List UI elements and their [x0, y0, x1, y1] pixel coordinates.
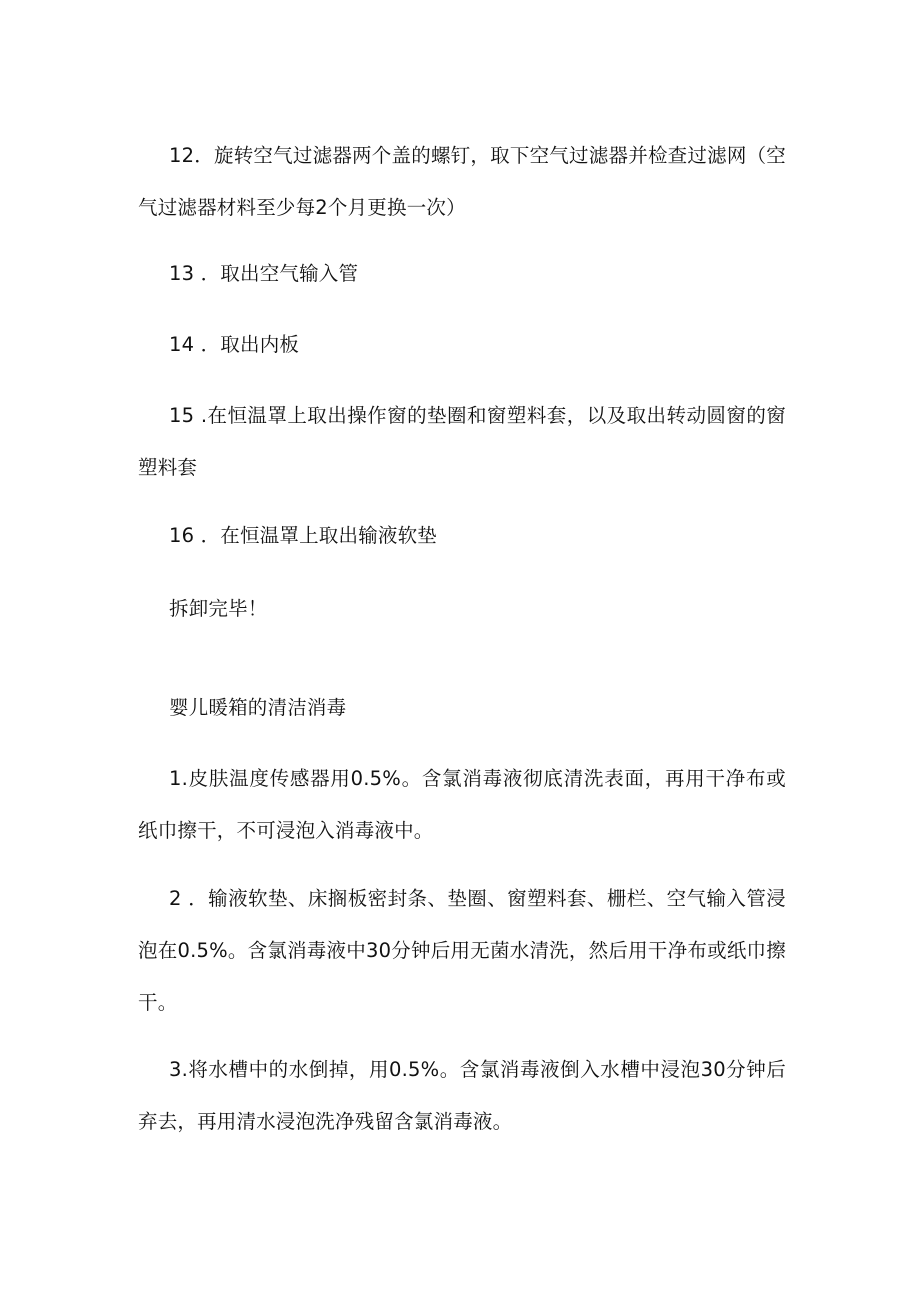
paragraph-cleaning-3: 3.将水槽中的水倒掉，用0.5%。含氯消毒液倒入水槽中浸泡30分钟后弃去，再用清水浸泡洗净残留含氯消毒液。 [138, 1057, 786, 1133]
paragraph-disassembly-done: 拆卸完毕！ [169, 596, 268, 620]
paragraph-cleaning-2: 2 ．输液软垫、床搁板密封条、垫圈、窗塑料套、栅栏、空气输入管浸泡在0.5%。含氯消毒液中30分钟后用无菌水清洗，然后用干净布或纸巾擦干。 [138, 886, 786, 1014]
paragraph-step-12: 12．旋转空气过滤器两个盖的螺钉，取下空气过滤器并检查过滤网（空气过滤器材料至少每2个月更换一次） [138, 143, 786, 219]
paragraph-step-15: 15 .在恒温罩上取出操作窗的垫圈和窗塑料套，以及取出转动圆窗的窗塑料套 [138, 403, 786, 479]
paragraph-step-14: 14 ．取出内板 [169, 332, 300, 356]
section-heading-cleaning: 婴儿暖箱的清洁消毒 [169, 695, 347, 719]
paragraph-step-16: 16 ．在恒温罩上取出输液软垫 [169, 523, 438, 547]
paragraph-step-13: 13 ．取出空气输入管 [169, 261, 359, 285]
paragraph-cleaning-1: 1.皮肤温度传感器用0.5%。含氯消毒液彻底清洗表面，再用干净布或纸巾擦干，不可浸泡入消毒液中。 [138, 766, 786, 842]
